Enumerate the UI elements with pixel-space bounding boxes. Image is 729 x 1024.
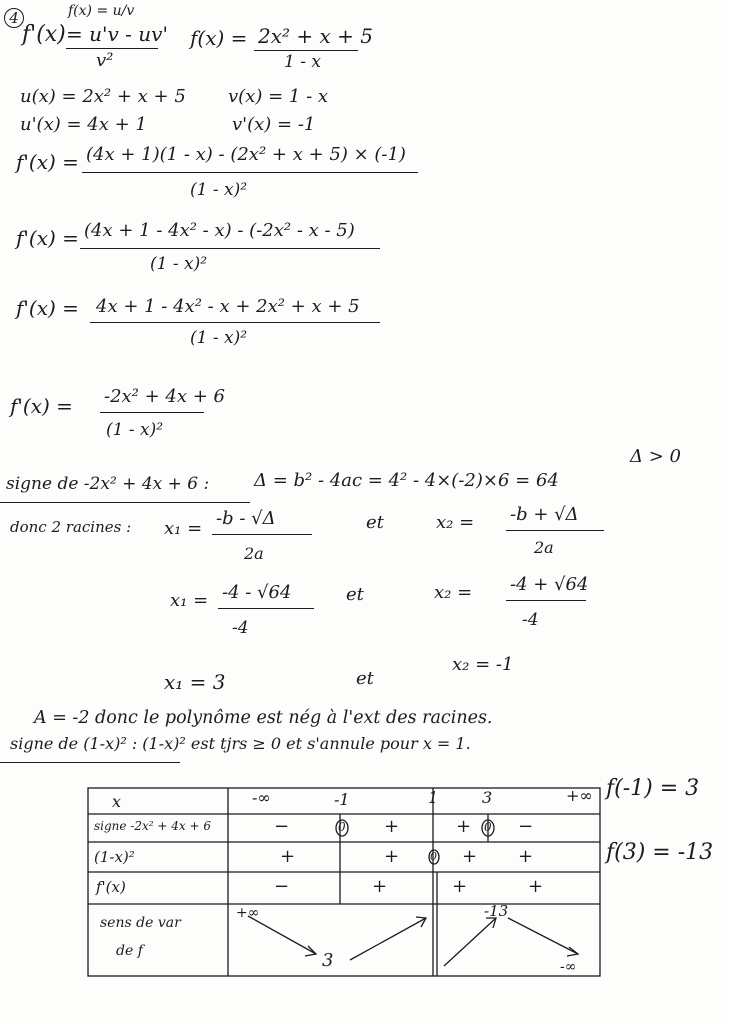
donc-2-racines: donc 2 racines : <box>10 518 132 536</box>
sign-cell: − <box>518 816 534 837</box>
conclusion-square: signe de (1-x)² : (1-x)² est tjrs ≥ 0 et s'annule pour x = 1. <box>10 734 471 753</box>
zero-marker: 0 <box>338 820 346 834</box>
sign-cell: + <box>384 816 400 837</box>
table-header-x: x <box>112 792 122 811</box>
et-word: et <box>356 668 374 689</box>
table-row-label: f'(x) <box>96 878 126 896</box>
step2-lhs: f'(x) = <box>16 226 79 250</box>
quotient-hint: f(x) = u/v <box>68 3 135 19</box>
sign-cell: + <box>452 876 468 897</box>
variation-value: 3 <box>322 950 334 971</box>
variation-row-label: sens de var <box>100 915 181 931</box>
u-prime-definition: u'(x) = 4x + 1 <box>20 114 147 135</box>
table-row-label: signe -2x² + 4x + 6 <box>94 819 211 833</box>
x2-value: x₂ = -1 <box>452 654 514 675</box>
step2-denominator: (1 - x)² <box>150 254 208 274</box>
problem-number: 4 <box>4 8 24 28</box>
et-word: et <box>346 584 364 605</box>
sign-study-title: signe de -2x² + 4x + 6 : <box>6 474 210 494</box>
step1-denominator: (1 - x)² <box>190 180 248 200</box>
step4-denominator: (1 - x)² <box>106 420 164 440</box>
v-definition: v(x) = 1 - x <box>228 86 329 107</box>
table-header-value: 3 <box>482 788 493 807</box>
table-row-label: (1-x)² <box>94 848 135 866</box>
sign-cell: + <box>528 876 544 897</box>
sign-cell: + <box>280 846 296 867</box>
sign-cell: − <box>274 876 290 897</box>
step4-lhs: f'(x) = <box>10 394 73 418</box>
quotient-rule-denominator: v² <box>96 50 114 71</box>
u-definition: u(x) = 2x² + x + 5 <box>20 86 186 107</box>
x1-formula-numerator: -b - √Δ <box>216 508 276 529</box>
table-header-value: +∞ <box>566 786 593 805</box>
delta-computation: Δ = b² - 4ac = 4² - 4×(-2)×6 = 64 <box>254 470 559 491</box>
x2-computed-numerator: -4 + √64 <box>510 574 589 595</box>
x2-computed-lhs: x₂ = <box>434 582 473 603</box>
f-of-minus1-value: f(-1) = 3 <box>606 776 700 801</box>
delta-positive: Δ > 0 <box>630 446 681 467</box>
table-header-value: -1 <box>334 790 350 809</box>
f-denominator: 1 - x <box>284 52 321 72</box>
variation-value: +∞ <box>236 905 260 921</box>
x1-value: x₁ = 3 <box>164 670 226 694</box>
variation-row-label: de f <box>116 943 143 959</box>
f-numerator: 2x² + x + 5 <box>258 24 373 48</box>
f-definition-lhs: f(x) = <box>190 26 248 50</box>
step3-lhs: f'(x) = <box>16 296 79 320</box>
step3-denominator: (1 - x)² <box>190 328 248 348</box>
v-prime-definition: v'(x) = -1 <box>232 114 316 135</box>
sign-cell: + <box>456 816 472 837</box>
x2-formula-numerator: -b + √Δ <box>510 504 579 525</box>
step2-numerator: (4x + 1 - 4x² - x) - (-2x² - x - 5) <box>84 220 355 241</box>
step1-lhs: f'(x) = <box>16 150 79 174</box>
x2-formula-lhs: x₂ = <box>436 512 475 533</box>
sign-cell: + <box>372 876 388 897</box>
table-header-value: 1 <box>428 788 439 807</box>
variation-value: -13 <box>484 902 509 920</box>
step4-numerator: -2x² + 4x + 6 <box>104 386 226 407</box>
quotient-rule-numerator: = u'v - uv' <box>66 22 168 46</box>
x1-computed-numerator: -4 - √64 <box>222 582 292 603</box>
x1-formula-lhs: x₁ = <box>164 518 203 539</box>
sign-cell: + <box>462 846 478 867</box>
table-header-value: -∞ <box>252 788 271 807</box>
f-of-3-value: f(3) = -13 <box>606 840 714 865</box>
conclusion-polynomial: A = -2 donc le polynôme est nég à l'ext des racines. <box>34 708 493 728</box>
zero-marker: 0 <box>430 850 437 863</box>
x1-formula-denominator: 2a <box>244 544 264 563</box>
step1-numerator: (4x + 1)(1 - x) - (2x² + x + 5) × (-1) <box>86 144 406 165</box>
step3-numerator: 4x + 1 - 4x² - x + 2x² + x + 5 <box>96 296 360 317</box>
et-word: et <box>366 512 384 533</box>
x2-formula-denominator: 2a <box>534 538 554 557</box>
x1-computed-denominator: -4 <box>232 618 249 638</box>
sign-cell: + <box>518 846 534 867</box>
zero-marker: 0 <box>484 820 492 834</box>
sign-cell: + <box>384 846 400 867</box>
x1-computed-lhs: x₁ = <box>170 590 209 611</box>
variation-value: -∞ <box>560 959 577 975</box>
fprime-header-lhs: f'(x) <box>22 22 66 47</box>
sign-cell: − <box>274 816 290 837</box>
x2-computed-denominator: -4 <box>522 610 539 630</box>
